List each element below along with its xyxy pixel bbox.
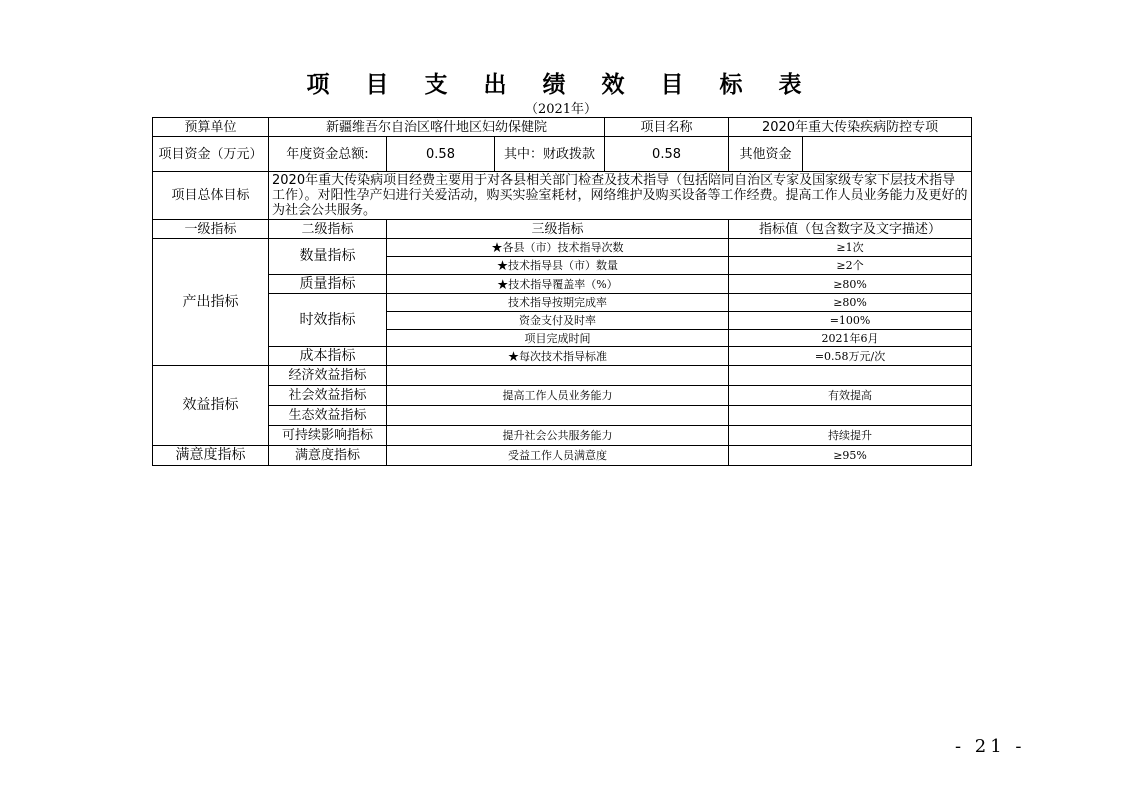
- table-row: [153, 239, 972, 257]
- timeliness-subcategory: 时效指标: [269, 294, 387, 347]
- quantity-subcategory: 数量指标: [269, 239, 387, 275]
- satisfaction-category: 满意度指标: [153, 446, 269, 466]
- col-level1: 一级指标: [153, 220, 269, 239]
- indicator-value: ≥1次: [729, 239, 972, 257]
- indicator-cell: [387, 366, 729, 386]
- funds-label: 项目资金（万元）: [153, 137, 269, 172]
- annual-total-value: 0.58: [387, 137, 495, 172]
- indicator-cell: ★每次技术指导标准: [387, 347, 729, 366]
- goal-label: 项目总体目标: [153, 172, 269, 220]
- fiscal-label: 其中：财政拨款: [495, 137, 605, 172]
- page-number: - 21 -: [955, 736, 1026, 757]
- indicator-cell: 技术指导按期完成率: [387, 294, 729, 312]
- table-row: [153, 366, 972, 386]
- budget-unit-value: 新疆维吾尔自治区喀什地区妇幼保健院: [269, 118, 605, 137]
- indicator-value: ≥80%: [729, 294, 972, 312]
- fiscal-value: 0.58: [605, 137, 729, 172]
- indicator-cell: [387, 406, 729, 426]
- indicator-cell: ★技术指导覆盖率（%）: [387, 275, 729, 294]
- column-header-row: [153, 220, 972, 239]
- col-level3: 三级指标: [387, 220, 729, 239]
- funds-row: [153, 137, 972, 172]
- benefit-category: 效益指标: [153, 366, 269, 446]
- indicator-cell: 受益工作人员满意度: [387, 446, 729, 466]
- table-row: [153, 386, 972, 406]
- table-row: [153, 275, 972, 294]
- indicator-value: [729, 366, 972, 386]
- indicator-value: 有效提高: [729, 386, 972, 406]
- col-value: 指标值（包含数字及文字描述）: [729, 220, 972, 239]
- performance-target-table: [152, 117, 972, 466]
- page-title: 项 目 支 出 绩 效 目 标 表: [306, 72, 816, 98]
- table-row: [153, 294, 972, 312]
- sustainable-subcategory: 可持续影响指标: [269, 426, 387, 446]
- other-funds-label: 其他资金: [729, 137, 803, 172]
- indicator-value: =100%: [729, 312, 972, 330]
- indicator-value: ≥95%: [729, 446, 972, 466]
- budget-unit-label: 预算单位: [153, 118, 269, 137]
- output-category: 产出指标: [153, 239, 269, 366]
- table-row: [153, 446, 972, 466]
- table-row: [153, 426, 972, 446]
- indicator-cell: 项目完成时间: [387, 330, 729, 347]
- indicator-cell: ★各县（市）技术指导次数: [387, 239, 729, 257]
- year-subtitle: （2021年）: [524, 102, 598, 117]
- indicator-value: [729, 406, 972, 426]
- indicator-cell: 资金支付及时率: [387, 312, 729, 330]
- project-name-label: 项目名称: [605, 118, 729, 137]
- indicator-cell: 提高工作人员业务能力: [387, 386, 729, 406]
- indicator-value: ≥80%: [729, 275, 972, 294]
- indicator-cell: 提升社会公共服务能力: [387, 426, 729, 446]
- cost-subcategory: 成本指标: [269, 347, 387, 366]
- indicator-value: =0.58万元/次: [729, 347, 972, 366]
- table-row: [153, 406, 972, 426]
- annual-total-label: 年度资金总额:: [269, 137, 387, 172]
- other-funds-value: [803, 137, 972, 172]
- table-row: [153, 347, 972, 366]
- economic-subcategory: 经济效益指标: [269, 366, 387, 386]
- indicator-value: 持续提升: [729, 426, 972, 446]
- social-subcategory: 社会效益指标: [269, 386, 387, 406]
- goal-row: [153, 172, 972, 220]
- project-name-value: 2020年重大传染疾病防控专项: [729, 118, 972, 137]
- indicator-value: ≥2个: [729, 257, 972, 275]
- goal-text: 2020年重大传染病项目经费主要用于对各县相关部门检查及技术指导（包括陪同自治区专家及国家级专家下层技术指导工作）。对阳性孕产妇进行关爱活动，购买实验室耗材，网络维护及购买设备等工作经费。提高工作人员业务能力及更好的为社会公共服务。: [269, 172, 972, 220]
- satisfaction-subcategory: 满意度指标: [269, 446, 387, 466]
- header-row: [153, 118, 972, 137]
- quality-subcategory: 质量指标: [269, 275, 387, 294]
- ecological-subcategory: 生态效益指标: [269, 406, 387, 426]
- col-level2: 二级指标: [269, 220, 387, 239]
- indicator-value: 2021年6月: [729, 330, 972, 347]
- indicator-cell: ★技术指导县（市）数量: [387, 257, 729, 275]
